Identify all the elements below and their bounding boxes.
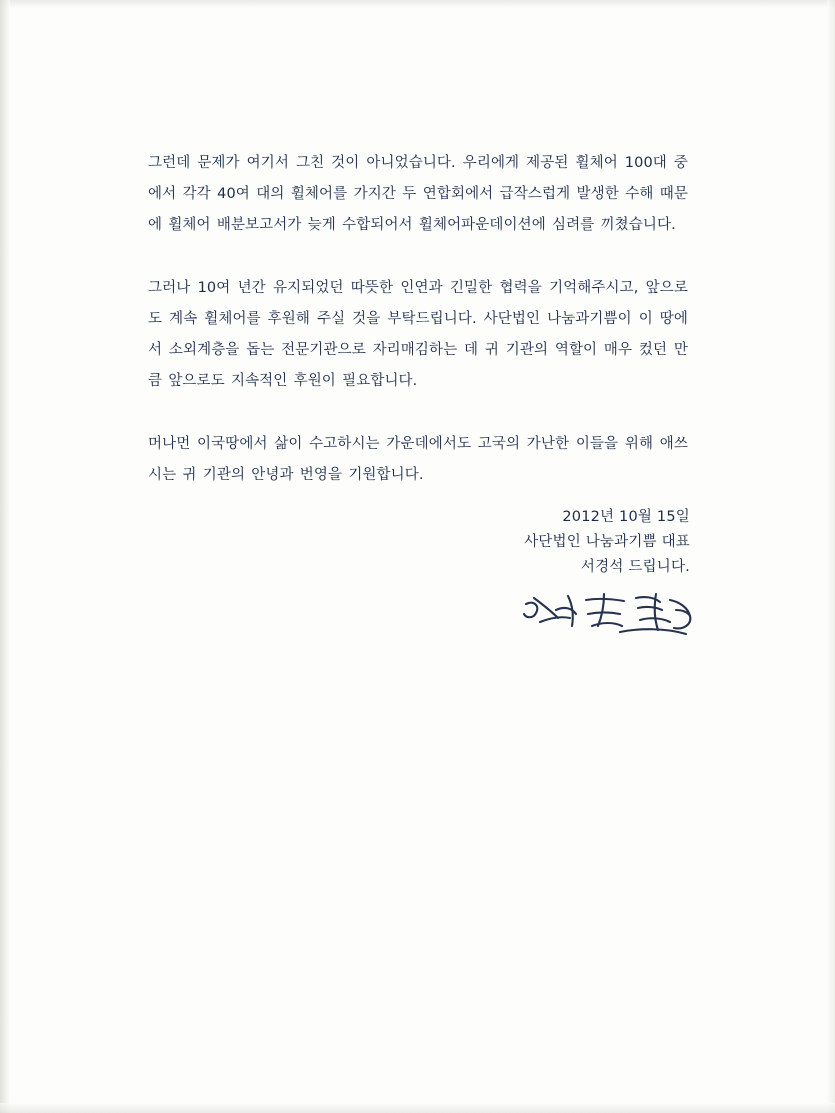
paragraph-1: 그런데 문제가 여기서 그친 것이 아니었습니다. 우리에게 제공된 휠체어 100대 중에서 각각 40여 대의 휠체어를 가지간 두 연합회에서 급작스럽게 발생한 수해 때문에 휠체어 배분보고서가 늦게 수합되어서 휠체어파운데이션에 심려를 끼쳤습니다. <box>148 155 688 233</box>
paragraph-3: 머나먼 이국땅에서 삶이 수고하시는 가운데에서도 고국의 가난한 이들을 위해 애쓰시는 귀 기관의 안녕과 번영을 기원합니다. <box>148 436 688 483</box>
scan-edge-left <box>0 0 10 1113</box>
letter-body <box>148 148 688 491</box>
closing-organization: 사단법인 나눔과기쁨 대표 <box>524 534 690 550</box>
scan-edge-top <box>0 0 835 8</box>
signature-mark <box>520 588 700 648</box>
letter-closing <box>430 505 690 580</box>
closing-date: 2012년 10월 15일 <box>562 509 690 525</box>
closing-signer: 서경석 드립니다. <box>580 559 690 575</box>
scan-edge-right <box>827 0 835 1113</box>
scan-edge-bottom <box>0 1103 835 1113</box>
paragraph-2: 그러나 10여 년간 유지되었던 따뜻한 인연과 긴밀한 협력을 기억해주시고, 앞으로도 계속 휠체어를 후원해 주실 것을 부탁드립니다. 사단법인 나눔과기쁨이 이 땅에서 소외계층을 돕는 전문기관으로 자리매김하는 데 귀 기관의 역할이 매우 컸던 만큼 앞으로도 지속적인 후원이 필요합니다. <box>148 280 688 389</box>
